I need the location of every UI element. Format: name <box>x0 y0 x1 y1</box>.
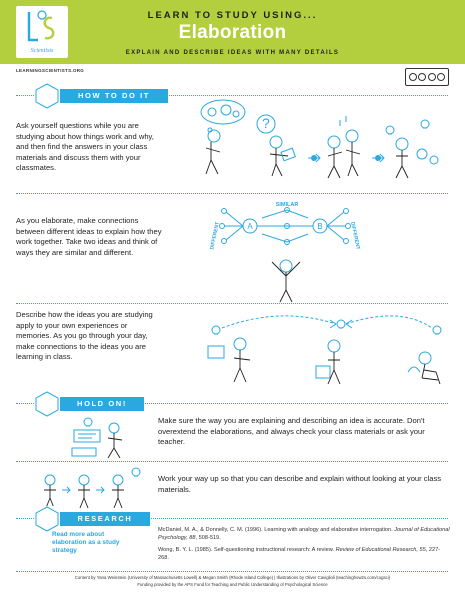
svg-text:Scientists: Scientists <box>30 48 54 54</box>
reference-1 <box>158 527 450 543</box>
page-subtitle: EXPLAIN AND DESCRIBE IDEAS WITH MANY DETAILS <box>125 50 340 56</box>
accuracy-check-illustration <box>62 414 142 460</box>
divider <box>16 303 448 304</box>
header-kicker: LEARN TO STUDY USING... <box>147 10 318 21</box>
how-paragraph-3: Describe how the ideas you are studying apply to your own experiences or memories. As you go through your day, make connections to the ideas you are learning in class. <box>16 310 153 361</box>
svg-text:?: ? <box>262 115 270 131</box>
svg-text:DIFFERENT: DIFFERENT <box>209 221 221 251</box>
reference-1-journal: Journal of Educational Psychology, 88 <box>158 527 450 541</box>
everyday-connections-illustration <box>200 306 452 392</box>
footer <box>0 575 465 588</box>
progression-illustration <box>40 466 150 510</box>
hexagon-icon <box>34 83 60 109</box>
svg-text:DIFFERENT: DIFFERENT <box>349 221 361 251</box>
reference-2 <box>158 547 450 563</box>
header-banner <box>0 0 465 64</box>
how-paragraph-2: As you elaborate, make connections between different ideas to explain how they work together. Take two ideas and think of ways they are similar and different. <box>16 216 162 257</box>
questioning-illustration <box>190 98 452 184</box>
nd-icon <box>437 73 445 81</box>
svg-text:A: A <box>247 222 253 231</box>
reference-1-pages: , 508-519. <box>195 534 221 541</box>
reference-2-journal: Review of Educational Research, 55 <box>335 547 426 553</box>
page-title: Elaboration <box>178 22 287 43</box>
hexagon-icon <box>34 391 60 417</box>
similar-different-diagram <box>202 196 372 304</box>
divider <box>16 193 448 194</box>
footer-credits: Content by Yana Weinstein (University of Massachusetts Lowell) & Megan Smith (Rhode Island College) | Illustrations by Oliver Caviglioli (teachinghow2s.com/cogsci) <box>74 575 391 580</box>
how-paragraph-1: Ask yourself questions while you are studying about how things work and why, and then find the answers in your class materials and discuss them with your classmates. <box>16 121 154 172</box>
read-more-link[interactable]: Read more about elaboration as a study strategy <box>52 531 120 554</box>
section-heading: HOLD ON! <box>60 397 144 411</box>
site-url[interactable]: LEARNINGSCIENTISTS.ORG <box>16 68 85 73</box>
hold-paragraph-1: Make sure the way you are explaining and describing an idea is accurate. Don't overextend the elaborations, and always check your class materials or ask your teacher. <box>158 416 425 446</box>
cc-icon <box>409 73 417 81</box>
reference-2-text: Wong, B. Y. L. (1985). Self-questioning instructional research: A review. <box>158 547 334 553</box>
footer-funding: Funding provided by the APS Fund for Teaching and Public Understanding of Psychological Science <box>137 581 328 587</box>
creative-commons-icon[interactable] <box>405 68 449 86</box>
section-heading: HOW TO DO IT <box>60 89 168 103</box>
svg-text:SIMILAR: SIMILAR <box>275 202 299 208</box>
reference-2-pages: , 227-268. <box>158 547 441 561</box>
reference-1-text: McDaniel, M. A., & Donnelly, C. M. (1996). Learning with analogy and elaborative interrogation. <box>158 527 393 533</box>
section-hold-on <box>16 397 448 411</box>
hold-paragraph-2: Work your way up so that you can describe and explain without looking at your class materials. <box>158 474 442 494</box>
svg-text:B: B <box>317 222 323 231</box>
by-icon <box>418 73 426 81</box>
nc-icon <box>428 73 436 81</box>
divider <box>16 461 448 462</box>
hexagon-icon <box>34 506 60 532</box>
section-heading: RESEARCH <box>60 512 150 526</box>
section-research <box>16 512 448 526</box>
divider <box>16 571 448 572</box>
